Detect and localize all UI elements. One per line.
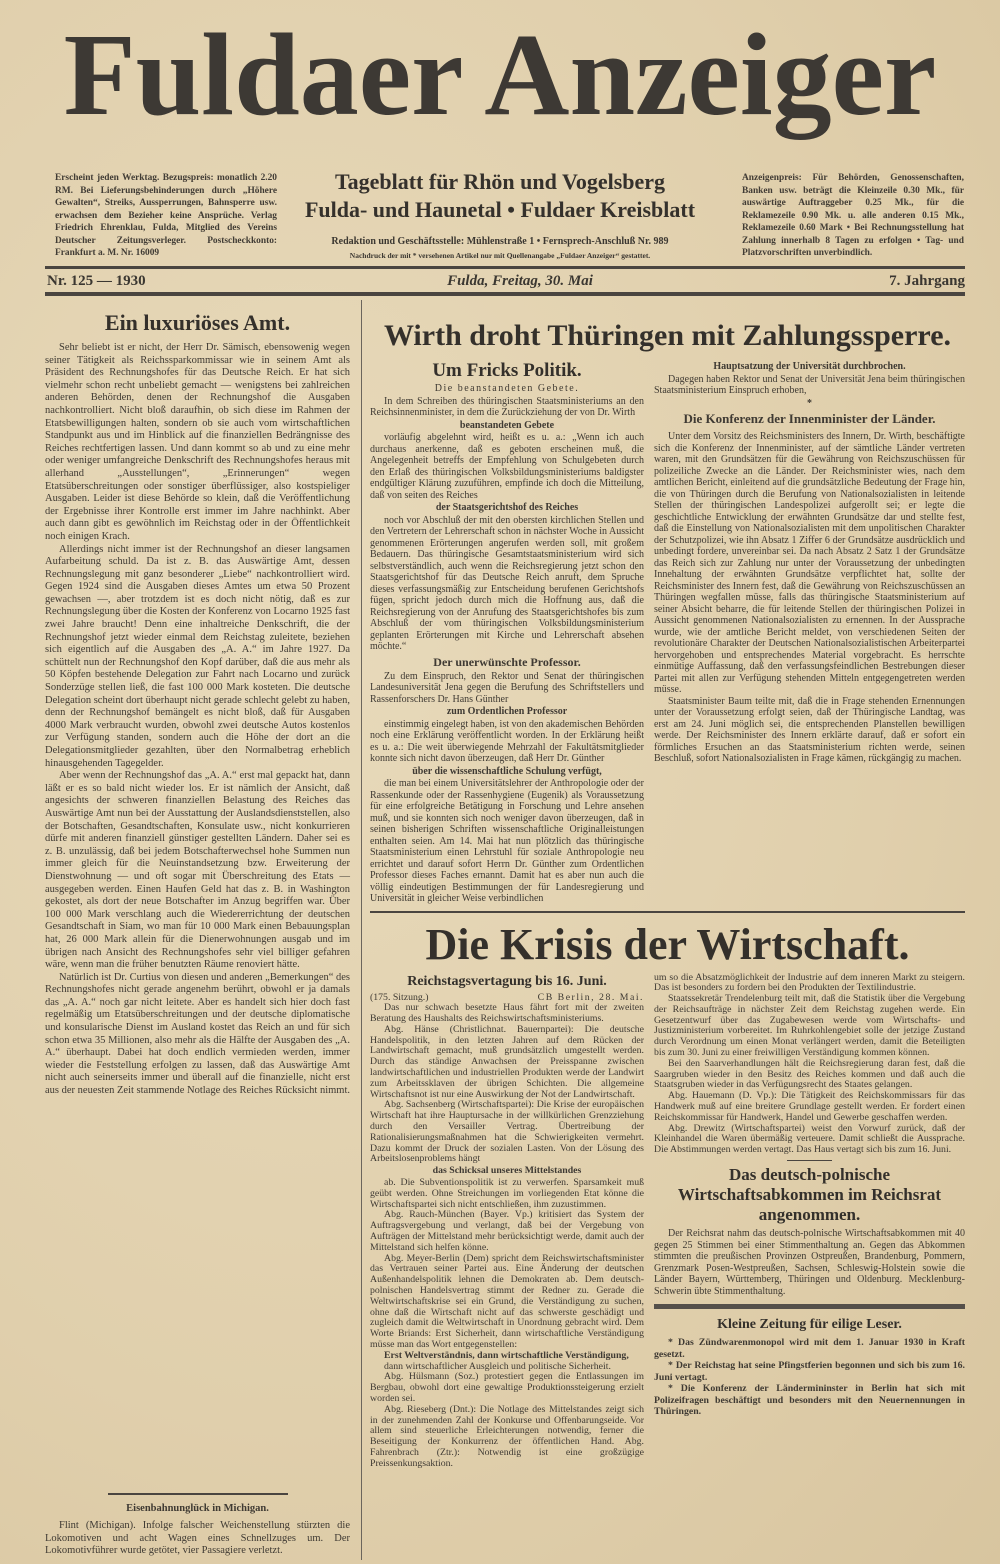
paragraph: Sehr beliebt ist er nicht, der Herr Dr. Sämisch, ebensowenig wegen seiner Tätigkeit als Reichssparkommissar wie in seinem Amt als Präsident des Rechnungshofes für das Deutsche Reich. Er hat sich vielmehr schon recht unbeliebt gemacht — wenigstens bei zahlreichen anderen Behörden, denen der Rechnungshof die Ausgaben nachkontrolliert. Nicht bloß daraufhin, ob sich diese im Rahmen der Etatsbewilligungen halten, sondern ob sie auch vom wirtschaftlichen Standpunkt aus und im Hinblick auf die finanziellen Bedrängnisse des Reiches rechtfertigen lassen. Und dann kommt so ab und zu eine mehr oder weniger umfangreiche Denkschrift des Rechnungshofes heraus mit allerhand „Ausstellungen“, „Erinnerungen“ wegen Etatsüberschreitungen oder sonstiger überflüssiger, also kostspieliger Ausgaben. Leider ist diese Behörde so klein, daß die Veröffentlichung der Ergebnisse ihrer Kontrolle erst immer im Jahre nachhinkt. Aber auch dann gibt es gewöhnlich im Reichstag oder in der Öffentlichkeit noch einigen Krach.	[45, 342, 350, 542]
paragraph: Staatsminister Baum teilte mit, daß die in Frage stehenden Ernennungen unter der Voraussetzung erfolgt seien, daß der Thüringische Landtag, was erst am 24. Juni möglich sei, die entsprechenden Planstellen bewilligen werde. Der Reichsminister des Innern erklärte darauf, daß er sofort ein förmliches Ersuchen an das Staatsministerium richten werde, seinen Beschluß, sofort Nationalsozialisten in Frage kämen, rückgängig zu machen.	[654, 695, 965, 764]
editorial-office: Redaktion und Geschäftsstelle: Mühlenstraße 1 • Fernsprech-Anschluß Nr. 989	[331, 236, 669, 247]
subhead: der Staatsgerichtshof des Reiches	[435, 502, 579, 513]
dateline: CB Berlin, 28. Mai.	[537, 991, 644, 1003]
subhead: über die wissenschaftliche Schulung verfügt,	[412, 765, 602, 777]
brief-rule	[108, 1493, 288, 1495]
subscription-info: Erscheint jeden Werktag. Bezugspreis: monatlich 2.20 RM. Bei Lieferungsbehinderungen durch „Höhere Gewalten“, Streiks, Aussperrungen, Bahnsperre usw. erwachsen dem Bezieher keine Ansprüche. Verlag Friedrich Ehrenklau, Fulda, Mitglied des Vereins Deutscher Zeitungsverleger. Postscheckkonto: Frankfurt a. M. Nr. 16009	[55, 173, 277, 258]
paragraph: Abg. Rieseberg (Dnt.): Die Notlage des Mittelstandes zeigt sich in der zunehmenden Zahl der Konkurse und Offenbarungseide. Vor allem sind steuerliche Erleichterungen notwendig, ferner die Beseitigung der Konkurrenz der öffentlichen Hand. Abg. Fahrenbrach (Ztr.): Notwendig ist eine großzügige Preissenkungsaktion.	[370, 1403, 644, 1469]
issue-number: Nr. 125 — 1930	[47, 273, 146, 289]
issue-date: Fulda, Freitag, 30. Mai	[447, 273, 593, 289]
header-rule-bottom	[45, 292, 965, 296]
paragraph: Abg. Drewitz (Wirtschaftspartei) weist den Vorwurf zurück, daß der Kleinhandel die Waren übermäßig verteuere. Damit schließt die Aussprache. Die Abstimmungen werden vertagt. Das Haus vertagt sich bis zum 16. Juni.	[654, 1122, 965, 1156]
header-rule	[45, 266, 965, 269]
article-krisis-col1	[370, 973, 644, 1470]
subhead: beanstandeten Gebete	[459, 419, 555, 431]
article-wirth-col2	[654, 360, 965, 765]
masthead-title: Fuldaer Anzeiger	[63, 9, 937, 140]
subhead: Die Konferenz der Innenminister der Länder.	[683, 411, 936, 426]
volume: 7. Jahrgang	[889, 273, 965, 289]
headline-polen: Das deutsch-polnische Wirtschaftsabkommen im Reichsrat angenommen.	[677, 1165, 942, 1225]
paragraph: Der Reichsrat nahm das deutsch-polnische Wirtschaftsabkommen mit 40 gegen 25 Stimmen bei einer Stimmenthaltung an. Gegen das Abkommen stimmten die preußischen Provinzen Ostpreußen, Brandenburg, Pommern, Grenzmark Posen-Westpreußen, Sachsen, Schleswig-Holstein sowie die Länder Bayern, Württemberg, Thüringen und Oldenburg. Mecklenburg-Schwerin übte Stimmenthaltung.	[654, 1228, 965, 1297]
main-area	[370, 316, 965, 1470]
short-rule	[787, 1160, 832, 1161]
subtitle-kreisblatt: Fulda- und Haunetal • Fuldaer Kreisblatt	[304, 197, 696, 222]
paragraph: Abg. Rauch-München (Bayer. Vp.) kritisiert das System der Auftragsvergebung und verlangt, daß bei der Vergebung von Aufträgen der Mittelstand mehr berücksichtigt werde, damit auch der Mittelstand sich helfen könne.	[370, 1209, 644, 1253]
article-polen	[654, 1228, 965, 1297]
news-item: * Das Zündwarenmonopol wird mit dem 1. Januar 1930 in Kraft gesetzt.	[654, 1337, 965, 1360]
subtitle-regional: Tageblatt für Rhön und Vogelsberg	[334, 169, 666, 194]
right-stack	[654, 973, 965, 1418]
wirth-columns	[370, 360, 965, 905]
section-rule	[370, 911, 965, 913]
brief-michigan	[45, 1503, 350, 1558]
brief-title: Eisenbahnunglück in Michigan.	[126, 1502, 269, 1514]
kicker: Die beanstandeten Gebete.	[434, 383, 580, 394]
brief-section	[45, 1493, 350, 1558]
paragraph: einstimmig eingelegt haben, ist von den akademischen Behörden noch eine Erklärung veröffentlicht worden. In der Erklärung heißt es u. a.: Die weit überwiegende Mehrzahl der Fakultätsmitglieder konnte sich nicht davon überzeugen, daß Herr Dr. Günther	[370, 718, 644, 764]
news-item: * Die Konferenz der Ländermininster in Berlin hat sich mit Polizeifragen beschäftigt und besonders mit den Neuernennungen in Thüringen.	[654, 1383, 965, 1418]
paragraph: In dem Schreiben des thüringischen Staatsministeriums an den Reichsinnenminister, in dem die Zurückziehung der von Dr. Wirth	[370, 395, 644, 418]
sub-headline: Reichstagsvertagung bis 16. Juni.	[407, 973, 607, 989]
paragraph: Bei den Saarverhandlungen hält die Reichsregierung daran fest, daß die Saargruben wieder in den Besitz des Reiches kommen und daß auch die Staatsgruben wieder in das Verfügungsrecht des Staates gelangen.	[654, 1057, 965, 1091]
column-divider	[361, 300, 362, 1560]
kleine-zeitung-list	[654, 1337, 965, 1418]
separator-star: *	[807, 397, 812, 409]
subhead: Der unerwünschte Professor.	[433, 654, 581, 669]
session: (175. Sitzung.)	[370, 991, 429, 1003]
paragraph: Staatssekretär Trendelenburg teilt mit, daß die Statistik über die Vergebung der Reichsaufträge in nächster Zeit dem Reichstag zugehen werde. Ein Gesetzentwurf über das Zugabewesen werde vom Wirtschafts- und Justizministerium vorbereitet. Im Ruhrkohlengebiet solle der jetzige Zustand durch Verordnung um einen Monat verlängert werden, damit die Beteiligten bis zum 30. Juni zu einer freiwilligen Verständigung kommen können.	[654, 993, 965, 1059]
paragraph: Das nur schwach besetzte Haus fährt fort mit der zweiten Beratung des Haushalts des Reichswirtschaftsministeriums.	[370, 1002, 644, 1025]
krisis-section	[370, 917, 965, 1470]
paragraph: vorläufig abgelehnt wird, heißt es u. a.: „Wenn ich auch durchaus anerkenne, daß es geboten erscheinen muß, die Angelegenheit betreffs der Empfehlung von Schulgebeten durch den Erlaß des thüringischen Volksbildungsministeriums baldigster endgültiger Klärung zuzuführen, empfinde ich doch die Mitteilung, daß von seiten des Reiches	[370, 432, 644, 501]
sub-headline: Um Fricks Politik.	[432, 360, 582, 381]
paragraph: Zu dem Einspruch, den Rektor und Senat der thüringischen Landesuniversität Jena gegen die Berufung des Schriftstellers und Rassenforschers Dr. Hans Günther	[370, 670, 644, 705]
article-wirth-col1	[370, 360, 644, 905]
paragraph: Abg. Meyer-Berlin (Dem) spricht dem Reichswirtschaftsminister das Vertrauen seiner Partei aus. Eine Änderung der deutschen Außenhandelspolitik lehnen die Demokraten ab. Dem deutsch-polnischen Handelsvertrag stimmt der Redner zu. Gerade die Weltwirtschaftskrise sei ein Grund, die Verständigung zu suchen, ohne daß die Wirtschaft nicht auf das schwerste geschädigt und zugleich damit die Weltwirtschaft in Unordnung gebracht wird. Dem Worte Briands: Erst Sicherheit, dann wirtschaftliche Verständigung müsse man das Wort entgegenstellen:	[370, 1252, 644, 1350]
paragraph: Allerdings nicht immer ist der Rechnungshof an dieser langsamen Aufarbeitung schuld. Da ist z. B. das Auswärtige Amt, dessen Rechnungslegung mit ganz besonderer „Liebe“ nachkontrolliert wird. Gegen 1924 sind die Ausgaben dieses Amtes um etwa 50 Prozent gewachsen —, aber trotzdem ist es doch nicht nötig, daß es zur Rechnungslegung über die Kosten der Konferenz von Locarno 1925 fast zwei Jahre braucht! Denn eine inhaltreiche Denkschrift, die der Rechnungshof jetzt wieder einmal dem Reichstag zuleitete, beziehen sich eigentlich auf die Ausgaben des „A. A.“ im Jahre 1927. Da schüttelt nun der Rechnungshof den Kopf darüber, daß die aus mehr als 50 Köpfen bestehende Delegation zur Fahrt nach Locarno und zurück Sonderzüge stellen ließ, die fast 100 000 Mark kosteten. Die deutsche Delegation scheint dort überhaupt nicht gerade schlecht gelebt zu haben, denn der Rechnungshof bemängelt es nicht bloß, daß für Ausgaben 4000 Mark verbraucht wurden, obwohl zwei deutsche Autos kostenlos zur Verfügung standen, sondern auch die Höhe der dort an die Delegationsmitglieder gezahlten, über den Normalbetrag erheblich hinausgehenden Tagegelder.	[45, 543, 350, 769]
subhead: zum Ordentlichen Professor	[446, 706, 568, 717]
subhead: das Schicksal unseres Mittelstandes	[432, 1165, 582, 1177]
paragraph: dann wirtschaftlicher Ausgleich und politische Sicherheit.	[384, 1360, 611, 1372]
headline-kleine-zeitung: Kleine Zeitung für eilige Leser.	[717, 1317, 902, 1333]
paragraph: Dagegen haben Rektor und Senat der Universität Jena beim thüringischen Staatsministerium Einspruch erhoben,	[654, 373, 965, 396]
headline-wirth: Wirth droht Thüringen mit Zahlungssperre.	[383, 319, 952, 352]
left-column	[45, 308, 350, 1558]
paragraph: ab. Die Subventionspolitik ist zu verwerfen. Sparsamkeit muß geübt werden. Ohne Streichungen im vorliegenden Etat könne die Wirtschaftspartei sich nicht entschließen, ihm zuzustimmen.	[370, 1177, 644, 1210]
subhead: Hauptsatzung der Universität durchbrochen.	[713, 361, 906, 372]
paragraph: Abg. Sachsenberg (Wirtschaftspartei): Die Krise der europäischen Wirtschaft hat ihre Hauptursache in der willkürlichen Grenzziehung durch den Versailler Vertrag. Übertreibung der Rationalisierungsmaßnahmen hat die Schwierigkeiten vermehrt. Dazu kommt der Druck der sozialen Lasten. Von der Lösung des Arbeitslosenproblems hängt	[370, 1099, 644, 1165]
headline-krisis: Die Krisis der Wirtschaft.	[425, 919, 910, 969]
paragraph: die man bei einem Universitätslehrer der Anthropologie oder der Rassenkunde oder der Rassenhygiene (Eugenik) als Voraussetzung für eine erfolgreiche Betätigung in Forschung und Lehre ansehen muß, und sie konnten sich noch weniger davon überzeugen, daß in seinen bisherigen Schriften wissenschaftliche Originalleistungen enthalten seien. Am 14. Mai hat nun plötzlich das thüringische Staatsministerium einen Lehrstuhl für soziale Anthropologie neu errichtet und darauf sofort Herrn Dr. Günther zum Ordentlichen Professor dieses Faches ernannt. Damit hat es aber nun auch die völlig eindeutigen Bestimmungen der für Landesregierung und Universität in gleicher Weise verbindlichen	[370, 778, 644, 904]
reprint-note: Nachdruck der mit * versehenen Artikel nur mit Quellenangabe „Fuldaer Anzeiger“ gestattet.	[349, 251, 651, 260]
paragraph: Abg. Hänse (Christlichnat. Bauernpartei): Die deutsche Handelspolitik, in den letzten Jahren auf dem Rücken der Landwirtschaft gemacht, muß grundsätzlich umgestellt werden. Durch das ständige Anwachsen der Preisspanne zwischen landwirtschaftlichen und industriellen Produkten werde der Landwirt zum Arbeitssklaven der übrigen Schichten. Die allgemeine Wirtschaftsnot ist nur eine Auswirkung der Not der Landwirtschaft.	[370, 1023, 644, 1100]
paragraph: Unter dem Vorsitz des Reichsministers des Innern, Dr. Wirth, beschäftigte sich die Konferenz der Innenminister, auf der sämtliche Länder vertreten waren, mit den Grundsätzen für die Gewährung von Reichszuschüssen für polizeiliche Zwecke an die Länder. Der Reichsminister wies, nach dem amtlichen Bericht, einleitend auf die grundsätzliche Bedeutung der Frage hin, die von Thüringen durch die Berufung von Nationalsozialisten in leitende Stellen der thüringischen Landespolizei aufgerollt sei; er legte die geschichtliche Entwicklung der erwähnten Grundsätze dar und stellte fest, daß die Einstellung von Nationalsozialisten mit dem unpolitischen Charakter der Schutzpolizei, wie ihn Absatz 1 Ziffer 6 der Grundsätze ausdrücklich und unbedingt fordere, unvereinbar sei. Da nach Absatz 2 Satz 1 der Grundsätze das Reich sich zur Zahlung nur unter der Voraussetzung der unbedingten Innehaltung der erwähnten Grundsätze verpflichtet hat, sollte der Reichsminister des Innern fest, daß die Gewährung von Reichszuschüssen an Thüringen wegfallen müsse, falls das thüringische Staatsministerium auf seiner Absicht beharre, die für leitende Stellen der thüringischen Polizei in Aussicht genommenen Nationalsozialisten zu ernennen. In der Aussprache wurde, wie der amtliche Bericht meldet, von verschiedenen Seiten der revolutionäre Charakter der Deutschen Nationalsozialistischen Arbeiterpartei hervorgehoben und entsprechendes Material vorgebracht. Es herrschte einmütige Auffassung, daß den verfassungsfeindlichen Bestrebungen dieser Partei mit allen zur Verfügung stehenden Mitteln entgegengetreten werden müsse.	[654, 431, 965, 695]
paragraph: Aber wenn der Rechnungshof das „A. A.“ erst mal gepackt hat, dann läßt er es so bald nicht wieder los. Er ist nämlich der Ansicht, daß angesichts der schweren finanziellen Belastung des Reiches das Auswärtige Amt nun bei der Ausstattung der Auslandsdienststellen, also der Botschaften, Gesandtschaften, Konsulate usw., nicht konkurrieren dürfe mit anderen finanziell günstiger gestellten Ländern. Daher sei es z. B. unzulässig, daß bei jedem Botschafterwechsel hohe Summen nun immer gleich für die Neuinstandsetzung bzw. Erweiterung der Dienstwohnung — und oft sogar mit Überschreitung des Etats — ausgegeben werden. Einen Haufen Geld hat das z. B. in Washington gekostet, als dort der neue Botschafter im Anzug begriffen war. Über 100 000 Mark verschlang auch die Wiedererrichtung der deutschen Gesandtschaft in Siam, wo man für 10 000 Mark einen Bebauungsplan hat, 26 000 Mark allein für die Dienerwohnungen ausgab und im übrigen nach Ansicht des Rechnungshofes sehr viel billiger gefahren wäre, wenn man die früher benutzten Räume renoviert hätte.	[45, 770, 350, 971]
article-krisis-col2	[654, 973, 965, 1157]
section-rule	[654, 1304, 965, 1309]
paragraph: Natürlich ist Dr. Curtius von diesen und anderen „Bemerkungen“ des Rechnungshofes nicht gerade angenehm berührt, obwohl er ja damals das „A. A.“ noch gar nicht leitete. Aber es handelt sich hier doch fast regelmäßig um Etatsüberschreitungen und der deutsche diplomatische und konsularische Dienst im Ausland kostet das Reich an und für sich schon etwa 35 Millionen, also mehr als die Hälfte der Ausgaben des „A. A.“ überhaupt. Dabei hat doch endlich vermieden werden, immer wieder die Feststellung erfolgen zu lassen, daß das Auswärtige Amt nicht auch seinerseits immer und überall auf die finanzielle, nicht erst aus der neuesten Zeit stammende Notlage des Reiches Rücksicht nimmt.	[45, 971, 351, 1097]
headline: Ein luxuriöses Amt.	[104, 310, 291, 335]
krisis-columns	[370, 973, 965, 1470]
subhead: Erst Weltverständnis, dann wirtschaftliche Verständigung,	[384, 1349, 629, 1361]
news-item: * Der Reichstag hat seine Pfingstferien begonnen und sich bis zum 16. Juni vertagt.	[654, 1360, 965, 1383]
paragraph: Abg. Hülsmann (Soz.) protestiert gegen die Entlassungen im Bergbau, obwohl dort eine gewaltige Produktionssteigerung erzielt worden sei.	[370, 1371, 644, 1404]
paragraph: Abg. Hauemann (D. Vp.): Die Tätigkeit des Reichskommissars für das Handwerk muß auf eine breitere Grundlage gestellt werden. Er fordert einen Reichskommissar für Handwerk, Handel und Gewerbe geschaffen werden.	[654, 1090, 965, 1123]
advertising-rates: Anzeigenpreis: Für Behörden, Genossenschaften, Banken usw. beträgt die Kleinzeile 0.30 Mk., für auswärtige Auftraggeber 0.25 Mk., für die Reklamezeile 0.90 Mk. u. alle anderen 0.15 Mk., Reklamezeile 0.60 Mark • Bei Rechnungsstellung hat Zahlung innerhalb 8 Tagen zu erfolgen • Tag- und Platzvorschriften unverbindlich.	[742, 173, 964, 258]
brief-text: Flint (Michigan). Infolge falscher Weichenstellung stürzten die Lokomotiven und acht Wagen eines Schnellzuges um. Der Lokomotivführer wurde getötet, vier Passagiere verletzt.	[45, 1520, 350, 1557]
paragraph: noch vor Abschluß der mit den obersten kirchlichen Stellen und den Vertretern der Lehrerschaft schon in nächster Woche in Aussicht genommenen Erörterungen angerufen werden soll, mit großem Bedauern. Das thüringische Gesamtstaatsministerium wird sich selbstverständlich, auch wenn die Reichsregierung jetzt schon den Staatsgerichtshof für das Deutsche Reich anruft, dem Spruche dieses verfassungsmäßig zur Entscheidung berufenen Gerichtshofs fügen, spricht jedoch durch mich die Hoffnung aus, daß die Reichsregierung von der Anrufung des Staatsgerichtshofes bis zum Abschluß der vom thüringischen Volksbildungsministerium geplanten Erörterungen mit Kirche und Lehrerschaft absehen möchte.“	[370, 514, 645, 652]
article-luxurioeses-amt	[45, 308, 350, 1098]
paragraph: um so die Absatzmöglichkeit der Industrie auf dem inneren Markt zu steigern. Das ist besonders zu fordern bei den Produkten der Textilindustrie.	[654, 971, 965, 994]
